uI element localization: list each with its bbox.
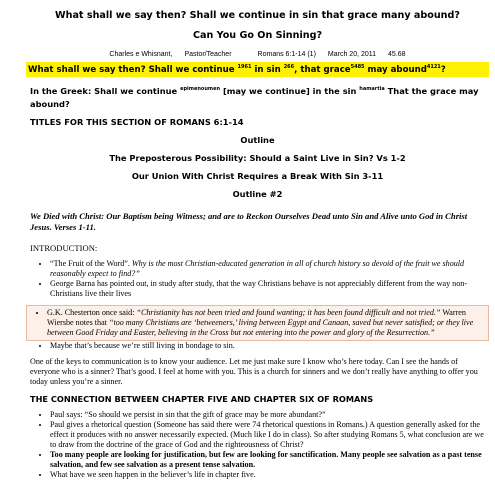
author-role: Pastor/Teacher — [184, 51, 232, 58]
sermon-title: Can You Go On Sinning? — [192, 30, 323, 41]
outline-line-1: The Preposterous Possibility: Should a Saint Live in Sin? Vs 1-2 — [109, 152, 406, 163]
list-item: • Maybe that’s because we’re still living in bondage to sin. — [50, 341, 485, 351]
outline-2-label: Outline #2 — [232, 188, 283, 199]
intro-list — [30, 259, 485, 299]
scripture-reference: Romans 6:1-14 (1) — [257, 51, 316, 58]
quote-box — [26, 305, 489, 341]
author-name: Charles e Whisnant, — [109, 51, 173, 58]
italic-heading: We Died with Christ: Our Baptism being Witness; and are to Reckon Ourselves Dead unto Sin and Alive unto God in Christ Jesus. Verses 1-11. — [30, 210, 468, 232]
outline-line-2: Our Union With Christ Requires a Break With Sin 3-11 — [131, 170, 384, 181]
body-paragraph: One of the keys to communication is to know your audience. Let me just make sure I know who’s here today. Can I see the hands of everyone who is a sinner? That’s good. I feel at home with you. This is a church for sinners and we don’t really have anything to offer you today unless you’re a sinner. — [30, 356, 478, 386]
section-list — [30, 410, 485, 480]
list-item: • Paul says: “So should we persist in sin that the gift of grace may be more abundant?” — [50, 410, 485, 420]
list-item: • Too many people are looking for justification, but few are looking for sanctification. Many people see salvation as a past tense salvation, and few see salvation as a present tense salvation. — [50, 450, 485, 470]
sermon-meta — [30, 51, 485, 58]
list-item: • What have we seen happen in the believer’s life in chapter five. — [50, 470, 485, 480]
introduction-label: INTRODUCTION: — [30, 242, 98, 253]
list-item: • George Barna has pointed out, in study after study, that the way Christians behave is not appreciably different from the way non-Christians live their lives — [50, 279, 485, 299]
titles-heading: TITLES FOR THIS SECTION OF ROMANS 6:1-14 — [30, 116, 244, 127]
highlighted-verse: What shall we say then? Shall we continue $^{1961}$ in sin $^{266}$, that grace$^{5485}$ may abound$^{4121}$? — [26, 62, 489, 77]
list-item: • “The Fruit of the Word”. Why is the most Christian-educated generation in all of church history so devoid of the fruit we should reasonably expect to find?” — [50, 259, 485, 279]
intro-list-continued — [30, 341, 485, 351]
sermon-date: March 20, 2011 — [327, 51, 377, 58]
greek-translation: In the Greek: Shall we continue $^{epimenoumen}$ [may we continue] in the sin $^{hamartia}$ That the grace may abound? — [30, 85, 479, 109]
sermon-number: 45.68 — [388, 51, 406, 58]
list-item: • G.K. Chesterton once said: “Christianity has not been tried and found wanting; it has been found difficult and not tried.” Warren Wiersbe notes that “too many Christians are ‘betweeners,’ living between Egypt and Canaan, saved but never satisfied; or they live between Good Friday and Easter, believing in the Cross but not entering into the power and glory of the Resurrection.” — [47, 308, 484, 338]
list-item: • Paul gives a rhetorical question (Someone has said there were 74 rhetorical questions in Romans.) A question generally asked for the effect it produces with no answer necessarily expected. (Much like I do in class). So after studying Romans 5, what conclusion are we to draw from the doctrine of the grace of God and the righteousness of Christ? — [50, 420, 485, 450]
document-title: What shall we say then? Shall we continue in sin that grace many abound? — [55, 10, 460, 21]
outline-label: Outline — [240, 134, 275, 145]
section-heading: THE CONNECTION BETWEEN CHAPTER FIVE AND CHAPTER SIX OF ROMANS — [30, 393, 374, 404]
